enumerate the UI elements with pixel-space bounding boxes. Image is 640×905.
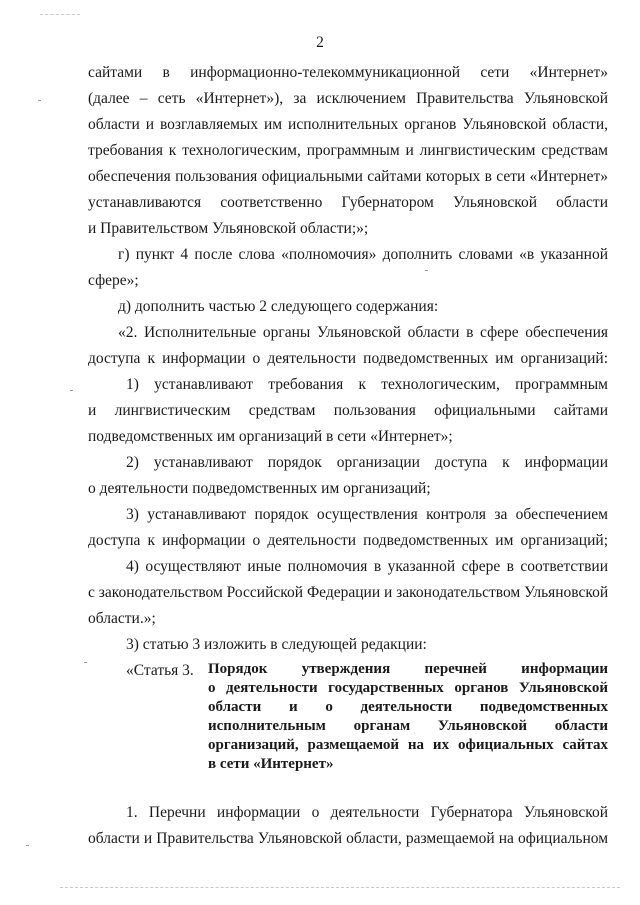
text-line: о деятельности подведомственных им организаций; xyxy=(88,480,431,497)
text-line: 2) устанавливают порядок организации доступа к информации xyxy=(126,454,608,471)
text-line: (далее – сеть «Интернет»), за исключением Правительства Ульяновской xyxy=(88,90,608,107)
text-line: устанавливаются соответственно Губернатором Ульяновской области xyxy=(88,194,608,211)
scan-speck xyxy=(425,270,428,271)
article-title-line: в сети «Интернет» xyxy=(208,756,334,772)
text-line: области и возглавляемых им исполнительных органов Ульяновской области, xyxy=(88,116,608,133)
text-line: «2. Исполнительные органы Ульяновской области в сфере обеспечения xyxy=(118,324,608,341)
text-line: сайтами в информационно-телекоммуникационной сети «Интернет» xyxy=(88,64,608,81)
article-label: «Статья 3. xyxy=(126,662,194,679)
text-line: и Правительством Ульяновской области;»; xyxy=(88,220,369,237)
article-title-line: исполнительным органам Ульяновской области xyxy=(208,718,608,734)
page-number: 2 xyxy=(316,34,324,51)
text-line: области и Правительства Ульяновской области, размещаемой на официальном xyxy=(88,830,608,847)
text-line: подведомственных им организаций в сети «Интернет»; xyxy=(88,428,453,445)
scan-speck xyxy=(84,662,87,663)
text-line: 3) устанавливают порядок осуществления контроля за обеспечением xyxy=(126,506,608,523)
text-line: 4) осуществляют иные полномочия в указанной сфере в соответствии xyxy=(126,558,608,575)
text-line: требования к технологическим, программным и лингвистическим средствам xyxy=(88,142,608,159)
article-title-line: о деятельности государственных органов Ульяновской xyxy=(208,680,608,696)
scan-artifact-top xyxy=(40,14,80,15)
text-line: г) пункт 4 после слова «полномочия» дополнить словами «в указанной xyxy=(118,246,608,263)
text-line: обеспечения пользования официальными сайтами которых в сети «Интернет» xyxy=(88,168,608,185)
article-title-line: области и о деятельности подведомственных xyxy=(208,699,608,715)
scan-artifact-bottom xyxy=(60,887,620,888)
text-line: д) дополнить частью 2 следующего содержания: xyxy=(118,298,439,315)
text-line: с законодательством Российской Федерации и законодательством Ульяновской xyxy=(88,584,608,601)
text-line: 1) устанавливают требования к технологическим, программным xyxy=(126,376,608,393)
text-line: области.»; xyxy=(88,610,156,627)
scan-speck xyxy=(70,390,73,391)
text-line: доступа к информации о деятельности подведомственных им организаций: xyxy=(88,350,608,367)
article-title-line: Порядок утверждения перечней информации xyxy=(208,661,608,677)
scan-speck xyxy=(38,100,41,101)
text-line: сфере»; xyxy=(88,272,139,289)
scan-speck xyxy=(26,845,29,846)
article-title-line: организаций, размещаемой на их официальных сайтах xyxy=(208,737,608,753)
text-line: доступа к информации о деятельности подведомственных им организаций; xyxy=(88,532,608,549)
text-line: и лингвистическим средствам пользования официальными сайтами xyxy=(88,402,608,419)
text-line: 1. Перечни информации о деятельности Губернатора Ульяновской xyxy=(126,804,608,821)
text-line: 3) статью 3 изложить в следующей редакции: xyxy=(126,636,427,653)
